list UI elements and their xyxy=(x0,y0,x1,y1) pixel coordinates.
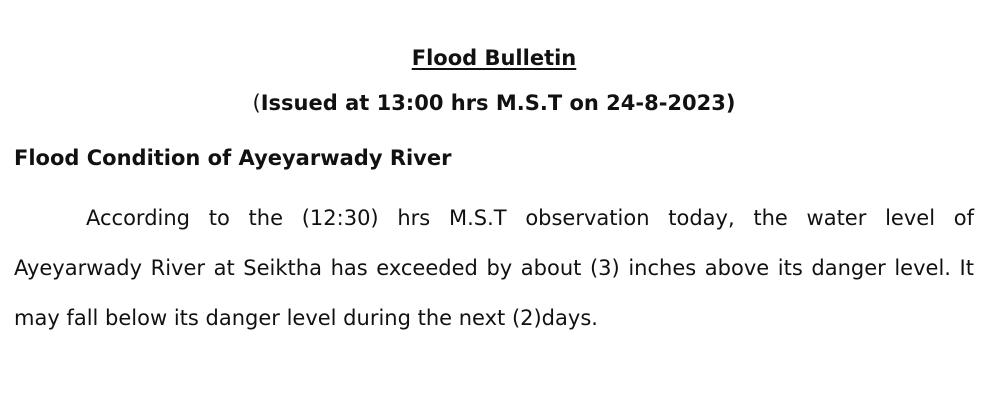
bulletin-title xyxy=(14,44,974,72)
issued-open-paren: ( xyxy=(252,91,261,115)
bulletin-title-text: Flood Bulletin xyxy=(411,46,577,70)
issued-text: Issued at 13:00 hrs M.S.T on 24-8-2023) xyxy=(260,91,736,115)
flood-bulletin-document xyxy=(14,0,974,413)
issued-line xyxy=(14,89,974,117)
body-paragraph: According to the (12:30) hrs M.S.T observation today, the water level of Ayeyarwady River at Seiktha has exceeded by about (3) inches above its danger level. It may fall below its danger level during the next (2)days. xyxy=(14,206,974,330)
section-heading: Flood Condition of Ayeyarwady River xyxy=(14,146,452,170)
